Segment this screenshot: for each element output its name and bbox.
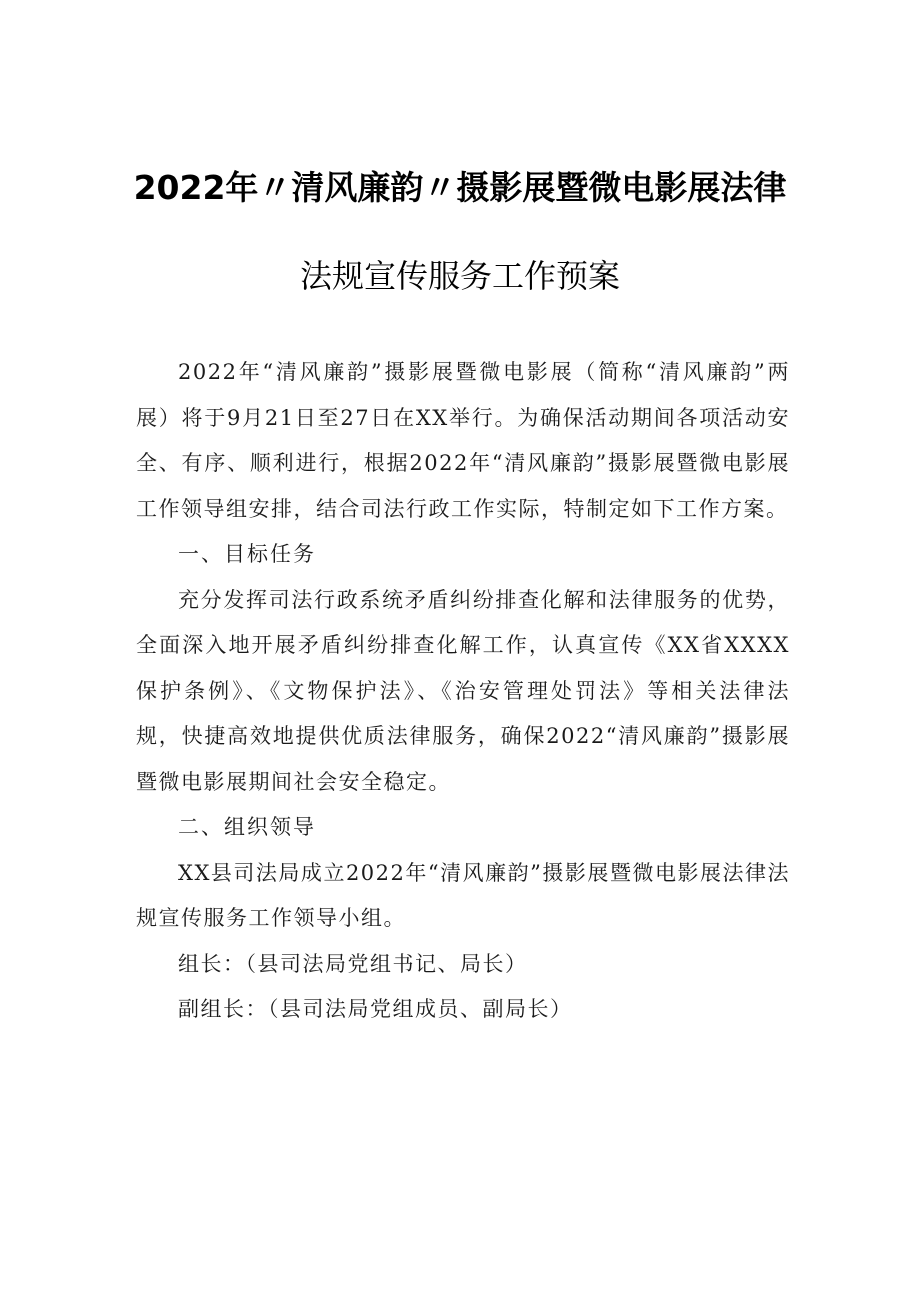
organization-paragraph: XX县司法局成立2022年“清风廉韵”摄影展暨微电影展法律法规宣传服务工作领导小组。 xyxy=(136,860,790,930)
section-heading-goals: 一、目标任务 xyxy=(178,542,316,566)
leader-line: 组长：（县司法局党组书记、局长） xyxy=(178,951,528,976)
deputy-leader-line: 副组长：（县司法局党组成员、副局长） xyxy=(178,997,573,1021)
section-heading-organization: 二、组织领导 xyxy=(178,815,316,839)
document-body xyxy=(136,350,790,1033)
goals-paragraph: 充分发挥司法行政系统矛盾纠纷排查化解和法律服务的优势，全面深入地开展矛盾纠纷排查化解工作，认真宣传《XX省XXXX保护条例》、《文物保护法》、《治安管理处罚法》等相关法律法规，快捷高效地提供优质法律服务，确保2022“清风廉韵”摄影展暨微电影展期间社会安全稳定。 xyxy=(136,587,790,794)
document-title-line-1: 2022年〃清风廉韵〃摄影展暨微电影展法律 xyxy=(133,168,787,207)
document-title-line-2: 法规宣传服务工作预案 xyxy=(299,257,620,295)
intro-paragraph: 2022年“清风廉韵”摄影展暨微电影展（简称“清风廉韵”两展）将于9月21日至27日在XX举行。为确保活动期间各项活动安全、有序、顺利进行，根据2022年“清风廉韵”摄影展暨微电影展工作领导组安排，结合司法行政工作实际，特制定如下工作方案。 xyxy=(136,360,790,521)
